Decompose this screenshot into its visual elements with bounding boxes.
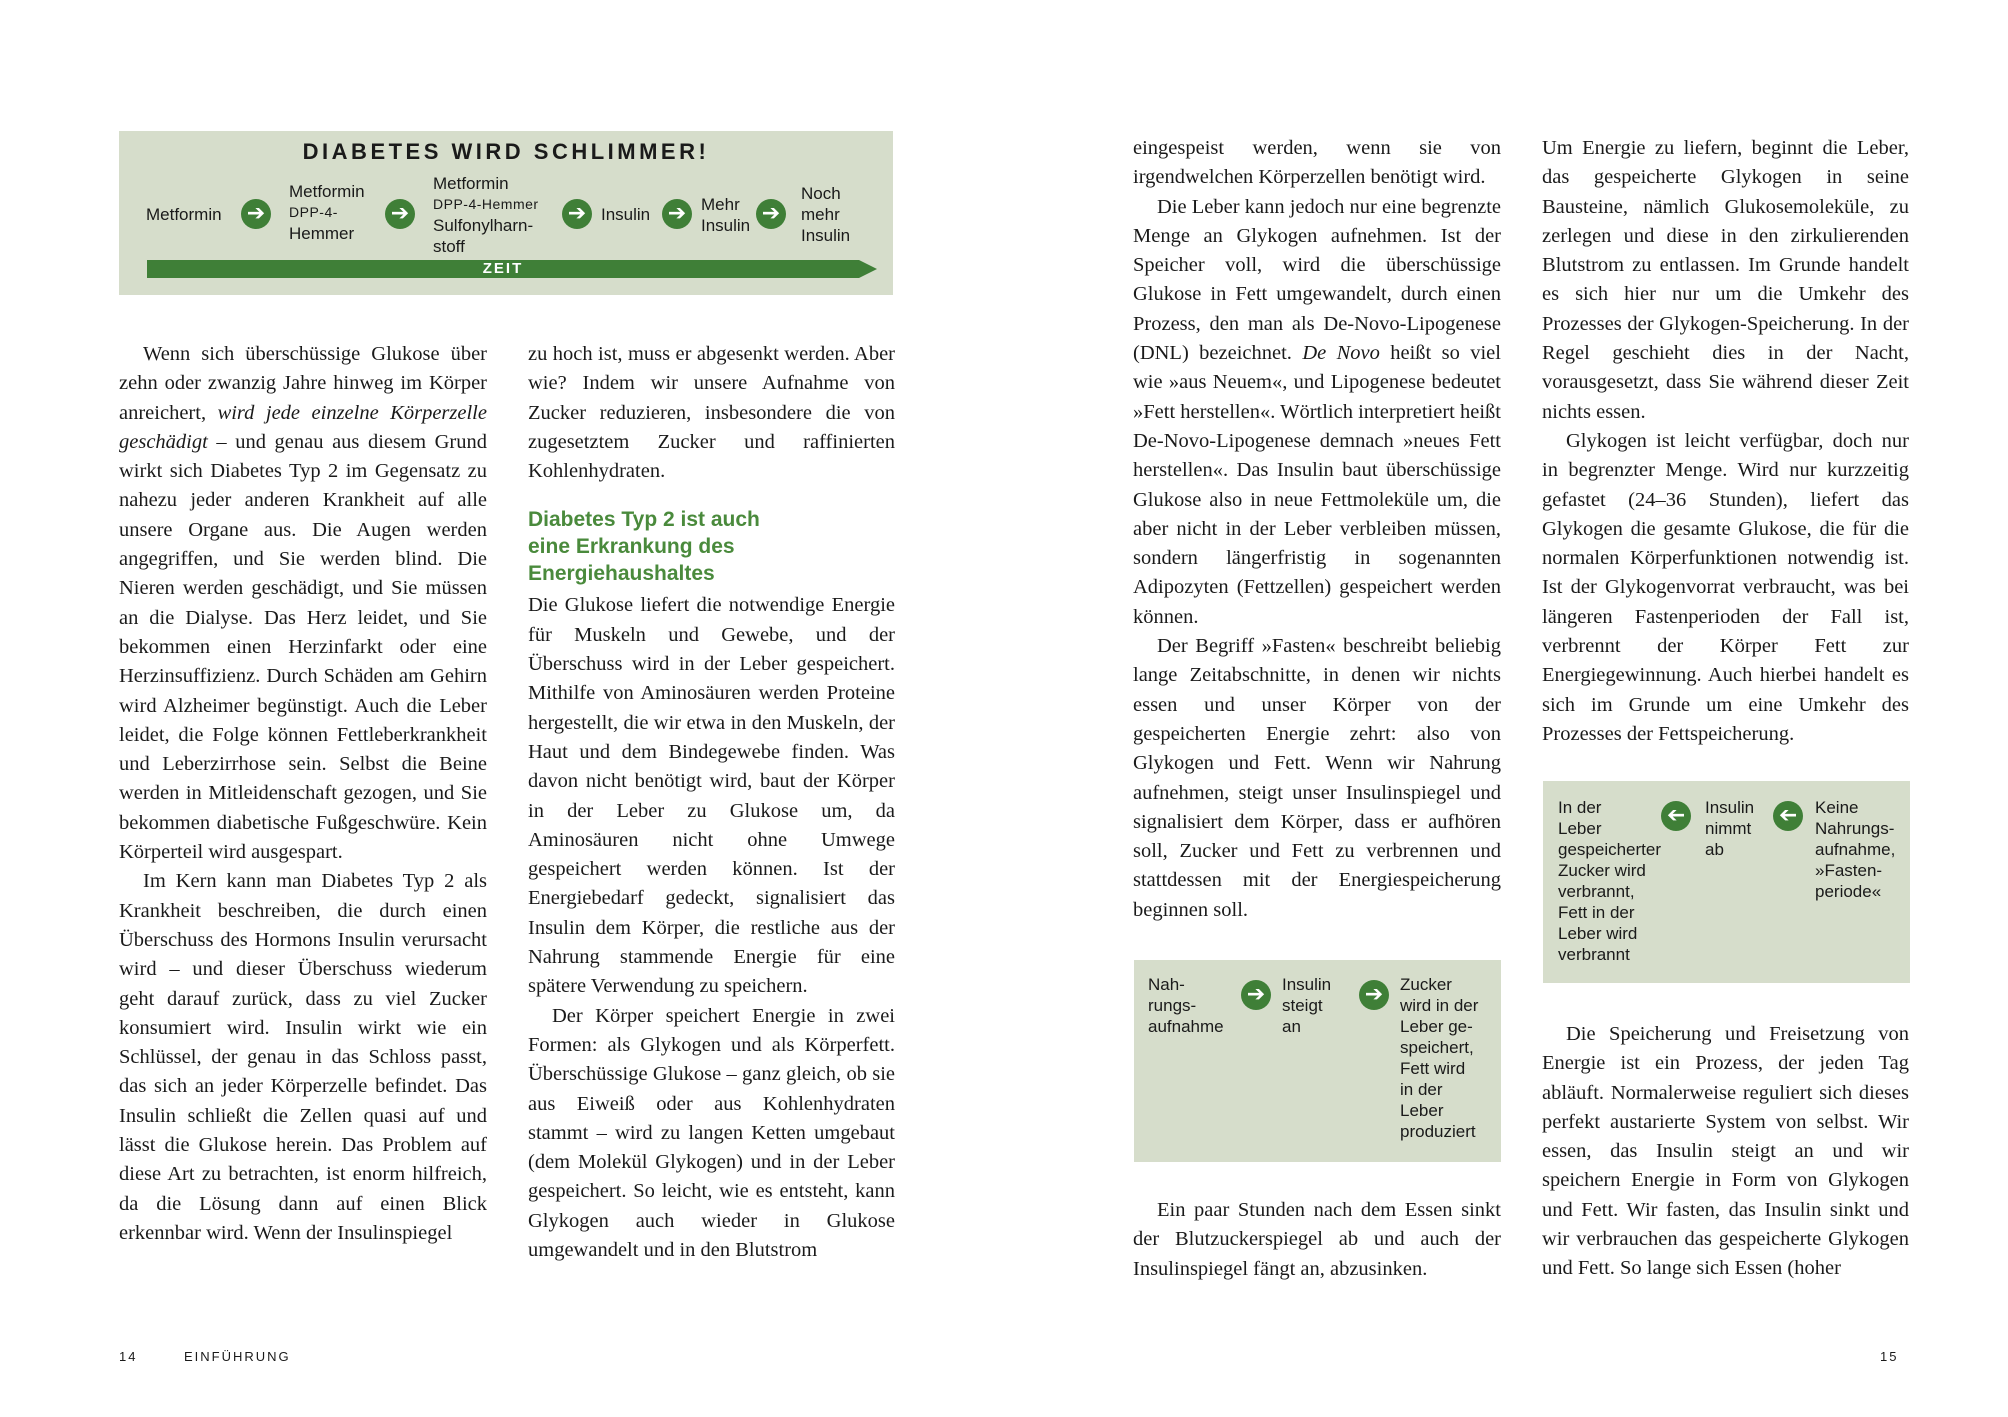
text-column-4: [1542, 134, 1909, 749]
arrow-right-icon: ➔: [241, 199, 271, 229]
step-liver-sugar-burned: In der Leber gespeicherter Zucker wird verbrannt, Fett in der Leber wird verbrannt: [1558, 798, 1662, 964]
arrow-right-icon: ➔: [756, 199, 786, 229]
paragraph: Die Glukose liefert die notwendige Energie für Muskeln und Gewebe, und der Überschuss wird in der Leber gespeichert. Mithilfe von Aminosäuren werden Proteine hergestellt, die wir etwa in den Muskeln, der Haut und dem Bindegewebe finden. Was davon nicht benötigt wird, baut der Körper in der Leber zu Glukose um, da Aminosäuren nicht ohne Umwege gespeichert werden können. Ist der Energiebedarf gedeckt, signalisiert das Insulin dem Körper, die restliche aus der Nahrung stammende Energie für eine spätere Verwendung zu speichern.: [528, 594, 895, 998]
step-sugar-stored: Zucker wird in der Leber ge- speichert, Fett wird in der Leber produziert: [1400, 975, 1479, 1141]
paragraph: Um Energie zu liefern, beginnt die Leber, das gespeicherte Glykogen in seine Bausteine, nämlich Glukosemoleküle, zu zerlegen und diese in den zirkulierenden Blutstrom zu entlassen. Im Grunde handelt es sich hier nur um die Umkehr des Prozesses der Glykogen-Speicherung. In der Regel geschieht dies in der Nacht, vorausgesetzt, dass Sie während dieser Zeit nichts essen.: [1542, 137, 1909, 423]
storage-process-diagram: [1134, 960, 1501, 1162]
paragraph: Wenn sich überschüssige Glukose über zehn oder zwanzig Jahre hinweg im Körper anreichert, wird jede einzelne Körperzelle geschädigt – und genau aus diesem Grund wirkt sich Diabetes Typ 2 im Gegensatz zu nahezu jeder anderen Krankheit auf alle unsere Organe aus. Die Augen werden angegriffen, und Sie werden blind. Die Nieren werden geschädigt, und Sie müssen an die Dialyse. Das Herz leidet, und Sie bekommen einen Herzinfarkt oder eine Herzinsuffizienz. Durch Schäden am Gehirn wird Alzheimer begünstigt. Auch die Leber leidet, die Folge können Fettleberkrankheit und Leberzirrhose sein. Selbst die Beine werden in Mitleidenschaft gezogen, und Sie bekommen diabetische Fußgeschwüre. Kein Körperteil wird ausgespart.: [119, 343, 487, 864]
step-metformin: Metformin: [146, 205, 222, 224]
fasting-process-diagram: [1543, 781, 1910, 983]
chapter-title: EINFÜHRUNG: [184, 1349, 291, 1364]
timeline-label: ZEIT: [482, 260, 524, 277]
paragraph: Die Leber kann jedoch nur eine begrenzte Menge an Glykogen aufnehmen. Ist der Speicher voll, wird die überschüssige Glukose in Fett umgewandelt, durch einen Prozess, den man als De-Novo-Lipogenese (DNL) bezeichnet. De Novo heißt so viel wie »aus Neuem«, und Lipogenese bedeutet »Fett herstellen«. Wörtlich interpretiert heißt De-Novo-Lipogenese demnach »neues Fett herstellen«. Das Insulin baut überschüssige Glukose also in neue Fettmoleküle um, die aber nicht in der Leber verbleiben müssen, sondern längerfristig in sogenannten Adipozyten (Fettzellen) gespeichert werden können.: [1133, 195, 1501, 628]
text-column-4-bottom: [1542, 1020, 1909, 1284]
text-column-3: [1133, 134, 1501, 925]
arrow-right-icon: ➔: [1241, 980, 1271, 1010]
paragraph: Die Speicherung und Freisetzung von Energie ist ein Prozess, der jeden Tag abläuft. Normalerweise reguliert sich dieses perfekt austarierte System von selbst. Wir essen, das Insulin steigt an und wir speichern Energie in Form von Glykogen und Fett. Wir fasten, das Insulin sinkt und wir verbrauchen das gespeicherte Glykogen und Fett. So lange sich Essen (hoher: [1542, 1023, 1909, 1280]
paragraph: Glykogen ist leicht verfügbar, doch nur in begrenzter Menge. Wird nur kurzzeitig gefastet (24–36 Stunden), liefert das Glykogen die gesamte Glukose, die für die normalen Körperfunktionen notwendig ist. Ist der Glykogenvorrat verbraucht, was bei längeren Fastenperioden der Fall ist, verbrennt der Körper Fett zur Energiegewinnung. Auch hierbei handelt es sich im Grunde um eine Umkehr des Prozesses der Fettspeicherung.: [1542, 429, 1909, 745]
text-column-2: [528, 340, 895, 1265]
step-insulin-rises: Insulin steigt an: [1282, 975, 1332, 1036]
step-no-food: Keine Nahrungs- aufnahme, »Fasten- periode«: [1815, 798, 1896, 901]
page-number-right: 15: [1880, 1349, 1899, 1364]
arrow-left-icon: ➔: [1773, 801, 1803, 831]
step-even-more-insulin: Noch mehr Insulin: [801, 184, 851, 245]
timeline-arrow: [147, 260, 859, 278]
paragraph: eingespeist werden, wenn sie von irgendwelchen Körperzellen benötigt wird.: [1133, 137, 1501, 189]
paragraph: Ein paar Stunden nach dem Essen sinkt der Blutzuckerspiegel ab und auch der Insulinspiegel fängt an, abzusinken.: [1133, 1199, 1501, 1280]
diagram-title: DIABETES WIRD SCHLIMMER!: [302, 139, 710, 164]
timeline-arrowhead: [859, 260, 877, 278]
arrow-right-icon: ➔: [562, 199, 592, 229]
paragraph: Der Begriff »Fasten« beschreibt beliebig lange Zeitabschnitte, in denen wir nichts essen und unser Körper von der gespeicherten Energie zehrt: also von Glykogen und Fett. Wenn wir Nahrung aufnehmen, steigt unser Insulinspiegel und signalisiert dem Körper, dass er aufhören soll, Zucker und Fett zu verbrennen und stattdessen mit der Energiespeicherung beginnen soll.: [1133, 635, 1501, 921]
text-column-1: [119, 340, 487, 1248]
arrow-right-icon: ➔: [385, 199, 415, 229]
diabetes-progression-diagram: [119, 131, 893, 295]
section-heading: Diabetes Typ 2 ist auch eine Erkrankung des Energiehaushaltes: [528, 508, 760, 586]
page-number-left: 14: [119, 1349, 138, 1364]
arrow-left-icon: ➔: [1661, 801, 1691, 831]
step-food-intake: Nah- rungs- aufnahme: [1148, 975, 1224, 1036]
step-metformin-dpp4: Metformin DPP-4- Hemmer: [289, 182, 365, 243]
step-insulin-falls: Insulin nimmt ab: [1705, 798, 1755, 859]
arrow-right-icon: ➔: [662, 199, 692, 229]
paragraph: Im Kern kann man Diabetes Typ 2 als Krankheit beschreiben, die durch einen Überschuss des Hormons Insulin verursacht wird – und dieser Überschuss wiederum geht darauf zurück, dass zu viel Zucker konsumiert wird. Insulin wirkt wie ein Schlüssel, der genau in das Schloss passt, das sich an jeder Körperzelle befindet. Das Insulin schließt die Zellen quasi auf und lässt die Glukose herein. Das Problem auf diese Art zu betrachten, ist enorm hilfreich, da die Lösung dann auf einen Blick erkennbar wird. Wenn der Insulinspiegel: [119, 870, 487, 1244]
step-more-insulin: Mehr Insulin: [701, 195, 751, 235]
step-metformin-dpp4-sulfonyl: Metformin DPP-4-Hemmer Sulfonylharn- stoff: [433, 174, 539, 256]
text-column-3-bottom: [1133, 1196, 1501, 1284]
arrow-right-icon: ➔: [1359, 980, 1389, 1010]
paragraph: zu hoch ist, muss er abgesenkt werden. Aber wie? Indem wir unsere Aufnahme von Zucker reduzieren, insbesondere die von zugesetztem Zucker und raffinierten Kohlenhydraten.: [528, 343, 895, 483]
step-insulin: Insulin: [601, 205, 651, 224]
paragraph: Der Körper speichert Energie in zwei Formen: als Glykogen und als Körperfett. Überschüssige Glukose – ganz gleich, ob sie aus Eiweiß oder aus Kohlenhydraten stammt – wird zu langen Ketten umgebaut (dem Molekül Glykogen) und in der Leber gespeichert. So leicht, wie es entsteht, kann Glykogen auch wieder in Glukose umgewandelt und in den Blutstrom: [528, 1004, 895, 1262]
